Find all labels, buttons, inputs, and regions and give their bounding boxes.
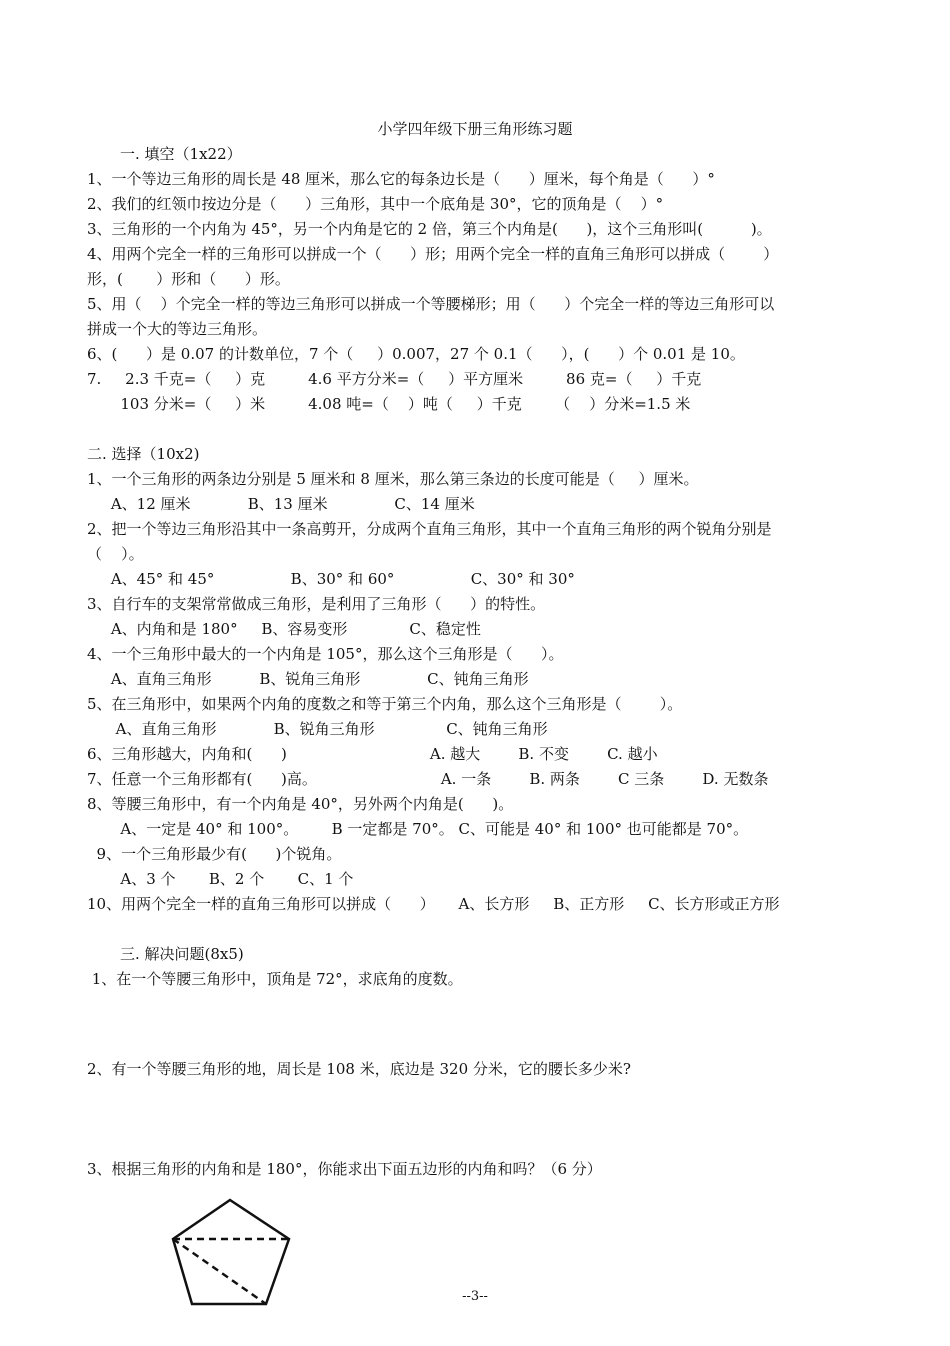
section-3-heading: 三. 解决问题(8x5) — [120, 945, 244, 963]
section-2-line: 3、自行车的支架常常做成三角形，是利用了三角形（ ）的特性。 — [87, 595, 546, 613]
section-2-heading: 二. 选择（10x2) — [87, 445, 200, 463]
problem-3: 3、根据三角形的内角和是 180°，你能求出下面五边形的内角和吗？（6 分） — [87, 1160, 602, 1178]
page-title: 小学四年级下册三角形练习题 — [377, 120, 573, 138]
section-2-line: 2、把一个等边三角形沿其中一条高剪开，分成两个直角三角形，其中一个直角三角形的两个锐角分别是 — [87, 520, 772, 538]
section-2-line: A、直角三角形 B、锐角三角形 C、钝角三角形 — [87, 720, 548, 738]
section-2-line: 4、一个三角形中最大的一个内角是 105°，那么这个三角形是（ ）。 — [87, 645, 564, 663]
section-1-line: 形，( ）形和（ ）形。 — [87, 270, 290, 288]
section-2-line: 6、三角形越大，内角和( ) A. 越大 B. 不变 C. 越小 — [87, 745, 658, 763]
section-2-line: 5、在三角形中，如果两个内角的度数之和等于第三个内角，那么这个三角形是（ ）。 — [87, 695, 683, 713]
section-2-line: 1、一个三角形的两条边分别是 5 厘米和 8 厘米，那么第三条边的长度可能是（ ）厘米。 — [87, 470, 699, 488]
section-2-line: （ ）。 — [87, 545, 144, 563]
section-1-line: 103 分米=（ ）米 4.08 吨=（ ）吨（ ）千克 （ ）分米=1.5 米 — [87, 395, 691, 413]
section-2-line: 8、等腰三角形中，有一个内角是 40°，另外两个内角是( )。 — [87, 795, 514, 813]
section-2-line: 10、用两个完全一样的直角三角形可以拼成（ ） A、长方形 B、正方形 C、长方形或正方形 — [87, 895, 780, 913]
section-2-line: A、直角三角形 B、锐角三角形 C、钝角三角形 — [87, 670, 529, 688]
section-2-line: A、一定是 40° 和 100°。 B 一定都是 70°。 C、可能是 40° 和 100° 也可能都是 70°。 — [87, 820, 749, 838]
problem-2: 2、有一个等腰三角形的地，周长是 108 米，底边是 320 分米，它的腰长多少米? — [87, 1060, 631, 1078]
problem-1: 1、在一个等腰三角形中，顶角是 72°，求底角的度数。 — [87, 970, 463, 988]
section-2-line: A、3 个 B、2 个 C、1 个 — [87, 870, 354, 888]
section-1-line: 1、一个等边三角形的周长是 48 厘米，那么它的每条边长是（ ）厘米，每个角是（ ）° — [87, 170, 715, 188]
section-2-line: A、12 厘米 B、13 厘米 C、14 厘米 — [87, 495, 475, 513]
section-1-line: 拼成一个大的等边三角形。 — [87, 320, 268, 338]
section-2-line: A、45° 和 45° B、30° 和 60° C、30° 和 30° — [87, 570, 575, 588]
section-1-line: 3、三角形的一个内角为 45°，另一个内角是它的 2 倍，第三个内角是( )，这个三角形叫( )。 — [87, 220, 772, 238]
section-1-line: 6、( ）是 0.07 的计数单位，7 个（ ）0.007，27 个 0.1（ ），( ）个 0.01 是 10。 — [87, 345, 745, 363]
section-1-line: 4、用两个完全一样的三角形可以拼成一个（ ）形；用两个完全一样的直角三角形可以拼成（ ） — [87, 245, 779, 263]
section-1-line: 7. 2.3 千克=（ ）克 4.6 平方分米=（ ）平方厘米 86 克=（ ）千克 — [87, 370, 702, 388]
section-1-line: 5、用（ ）个完全一样的等边三角形可以拼成一个等腰梯形；用（ ）个完全一样的等边三角形可以 — [87, 295, 775, 313]
section-2-line: A、内角和是 180° B、容易变形 C、稳定性 — [87, 620, 481, 638]
section-2-line: 7、任意一个三角形都有( )高。 A. 一条 B. 两条 C 三条 D. 无数条 — [87, 770, 769, 788]
section-2-line: 9、一个三角形最少有( )个锐角。 — [87, 845, 342, 863]
page-number: --3-- — [462, 1289, 488, 1304]
section-1-line: 2、我们的红领巾按边分是（ ）三角形，其中一个底角是 30°，它的顶角是（ ）° — [87, 195, 664, 213]
section-1-heading: 一. 填空（1x22） — [120, 145, 242, 163]
